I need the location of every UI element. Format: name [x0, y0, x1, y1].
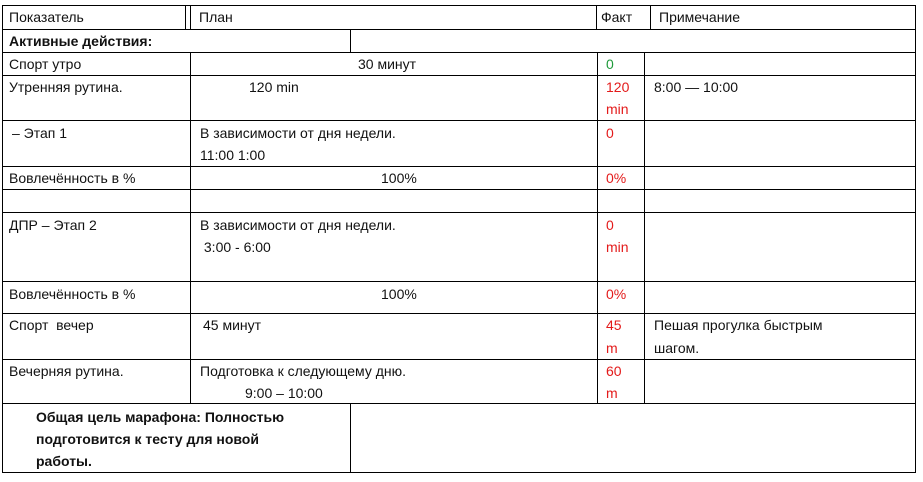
- grid-line: [350, 403, 351, 473]
- row-note: Пешая прогулка быстрым: [654, 317, 823, 333]
- row-fact: 0%: [606, 286, 627, 302]
- row-plan: 11:00 1:00: [200, 147, 266, 163]
- grid-line: [190, 52, 191, 404]
- row-label: – Этап 1: [12, 125, 68, 141]
- grid-line: [2, 52, 916, 53]
- row-fact: m: [606, 385, 618, 401]
- row-plan: В зависимости от дня недели.: [200, 125, 396, 141]
- section-title: Активные действия:: [9, 33, 153, 49]
- row-fact: min: [606, 239, 629, 255]
- row-plan: 45 минут: [203, 317, 262, 333]
- grid-line: [190, 5, 191, 30]
- grid-line: [650, 5, 651, 30]
- row-plan: Подготовка к следующему дню.: [200, 363, 407, 379]
- grid-line: [350, 29, 351, 53]
- grid-line: [2, 212, 916, 213]
- grid-line: [2, 120, 916, 121]
- row-plan: 30 минут: [358, 56, 417, 72]
- grid-line: [644, 52, 645, 404]
- row-fact: 0%: [606, 170, 627, 186]
- row-label: ДПР – Этап 2: [9, 217, 97, 233]
- row-plan: 3:00 - 6:00: [200, 239, 271, 255]
- row-label: Вовлечённость в %: [9, 286, 136, 302]
- grid-line: [2, 403, 916, 404]
- goal-text: работы.: [36, 453, 92, 469]
- row-label: Вовлечённость в %: [9, 170, 136, 186]
- grid-line: [185, 5, 186, 30]
- row-fact: m: [606, 340, 618, 356]
- grid-line: [597, 52, 598, 404]
- header-indicator: Показатель: [9, 9, 84, 25]
- row-plan: 100%: [381, 286, 417, 302]
- grid-line: [2, 189, 916, 190]
- row-fact: 45: [606, 317, 622, 333]
- row-plan: 120 min: [249, 79, 299, 95]
- grid-line: [2, 472, 916, 473]
- grid-line: [596, 5, 597, 30]
- grid-line: [915, 5, 916, 473]
- grid-line: [2, 75, 916, 76]
- row-label: Спорт вечер: [9, 317, 94, 333]
- row-fact: 120: [606, 79, 630, 95]
- grid-line: [2, 166, 916, 167]
- row-label: Утренняя рутина.: [9, 79, 123, 95]
- row-fact: 60: [606, 363, 622, 379]
- goal-text: подготовится к тесту для новой: [36, 431, 259, 447]
- row-plan: 100%: [381, 170, 417, 186]
- row-note: 8:00 — 10:00: [654, 79, 739, 95]
- row-label: Вечерняя рутина.: [9, 363, 124, 379]
- header-plan: План: [199, 9, 233, 25]
- grid-line: [2, 5, 3, 473]
- row-fact: min: [606, 101, 629, 117]
- goal-text: Общая цель марафона: Полностью: [36, 409, 285, 425]
- row-label: Спорт утро: [9, 56, 82, 72]
- row-note: шагом.: [654, 340, 700, 356]
- grid-line: [2, 5, 916, 6]
- row-plan: 9:00 – 10:00: [245, 385, 323, 401]
- row-fact: 0: [606, 217, 614, 233]
- row-plan: В зависимости от дня недели.: [200, 217, 396, 233]
- header-note: Примечание: [659, 9, 741, 25]
- grid-line: [2, 359, 916, 360]
- grid-line: [2, 281, 916, 282]
- row-fact: 0: [606, 56, 614, 72]
- header-fact: Факт: [601, 9, 633, 25]
- row-fact: 0: [606, 125, 614, 141]
